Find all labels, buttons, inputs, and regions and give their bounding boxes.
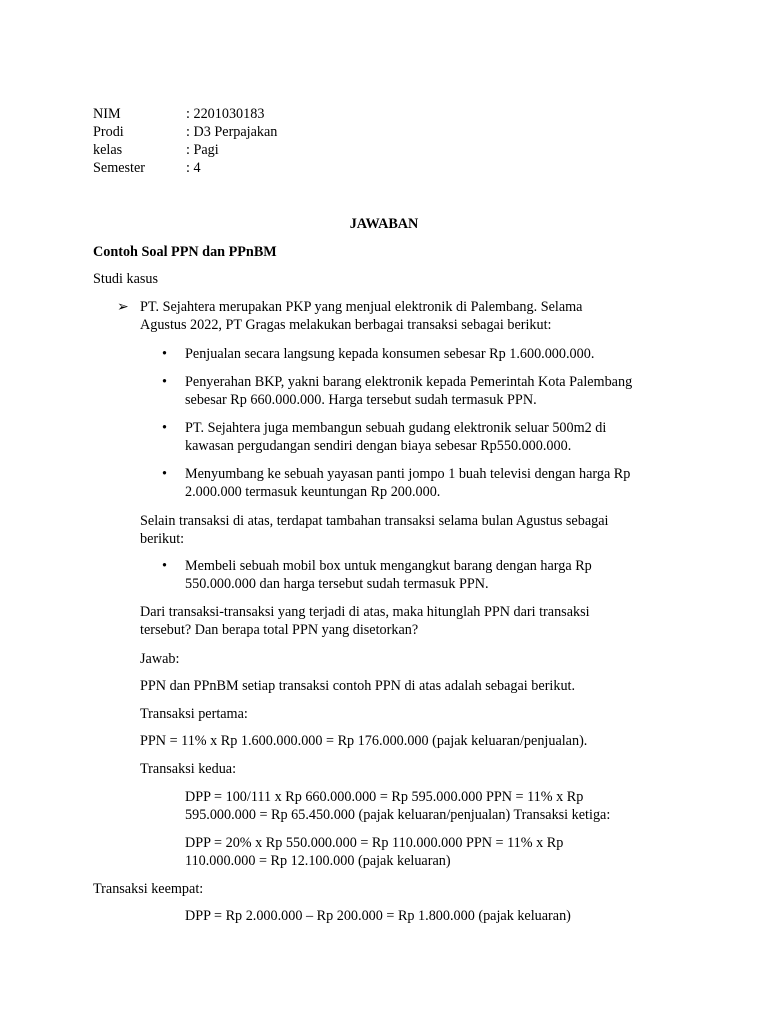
extra-intro-line: Selain transaksi di atas, terdapat tambahan transaksi selama bulan Agustus sebagai [140,513,609,529]
meta-label: kelas [93,142,123,158]
bullet-icon: • [162,420,167,436]
bullet-icon: • [162,466,167,482]
transaction-2-calc: DPP = 100/111 x Rp 660.000.000 = Rp 595.000.000 PPN = 11% x Rp [185,789,584,805]
transaction-3-calc: DPP = 20% x Rp 550.000.000 = Rp 110.000.000 PPN = 11% x Rp [185,835,564,851]
transaction-3-calc: 110.000.000 = Rp 12.100.000 (pajak keluaran) [185,853,451,869]
list-item: 550.000.000 dan harga tersebut sudah termasuk PPN. [185,576,489,592]
list-item: Membeli sebuah mobil box untuk mengangkut barang dengan harga Rp [185,558,592,574]
list-item: kawasan pergudangan sendiri dengan biaya sebesar Rp550.000.000. [185,438,572,454]
question-line: Dari transaksi-transaksi yang terjadi di atas, maka hitunglah PPN dari transaksi [140,604,590,620]
meta-value: : 4 [186,160,201,176]
bullet-icon: • [162,374,167,390]
meta-label: NIM [93,106,121,122]
meta-value: : D3 Perpajakan [186,124,278,140]
question-line: tersebut? Dan berapa total PPN yang disetorkan? [140,622,419,638]
transaction-4-label: Transaksi keempat: [93,881,204,897]
list-item: sebesar Rp 660.000.000. Harga tersebut sudah termasuk PPN. [185,392,537,408]
arrow-bullet-icon: ➢ [117,299,129,315]
meta-label: Prodi [93,124,124,140]
list-item: Penyerahan BKP, yakni barang elektronik kepada Pemerintah Kota Palembang [185,374,633,390]
study-case-label: Studi kasus [93,271,159,287]
transaction-4-calc: DPP = Rp 2.000.000 – Rp 200.000 = Rp 1.800.000 (pajak keluaran) [185,908,571,924]
page-title: JAWABAN [349,216,419,232]
meta-value: : Pagi [186,142,219,158]
list-item: Menyumbang ke sebuah yayasan panti jompo 1 buah televisi dengan harga Rp [185,466,631,482]
transaction-2-calc: 595.000.000 = Rp 65.450.000 (pajak keluaran/penjualan) Transaksi ketiga: [185,807,611,823]
transaction-2-label: Transaksi kedua: [140,761,237,777]
bullet-icon: • [162,558,167,574]
answer-intro: PPN dan PPnBM setiap transaksi contoh PPN di atas adalah sebagai berikut. [140,678,576,694]
list-item: PT. Sejahtera juga membangun sebuah gudang elektronik seluar 500m2 di [185,420,607,436]
answer-label: Jawab: [140,651,180,667]
case-description-line: Agustus 2022, PT Gragas melakukan berbagai transaksi sebagai berikut: [140,317,552,333]
transaction-1-label: Transaksi pertama: [140,706,248,722]
list-item: Penjualan secara langsung kepada konsumen sebesar Rp 1.600.000.000. [185,346,595,362]
case-description-line: PT. Sejahtera merupakan PKP yang menjual elektronik di Palembang. Selama [140,299,583,315]
extra-intro-line: berikut: [140,531,185,547]
meta-value: : 2201030183 [186,106,265,122]
transaction-1-calc: PPN = 11% x Rp 1.600.000.000 = Rp 176.000.000 (pajak keluaran/penjualan). [140,733,588,749]
bullet-icon: • [162,346,167,362]
section-heading: Contoh Soal PPN dan PPnBM [93,244,277,260]
list-item: 2.000.000 termasuk keuntungan Rp 200.000. [185,484,441,500]
meta-label: Semester [93,160,146,176]
